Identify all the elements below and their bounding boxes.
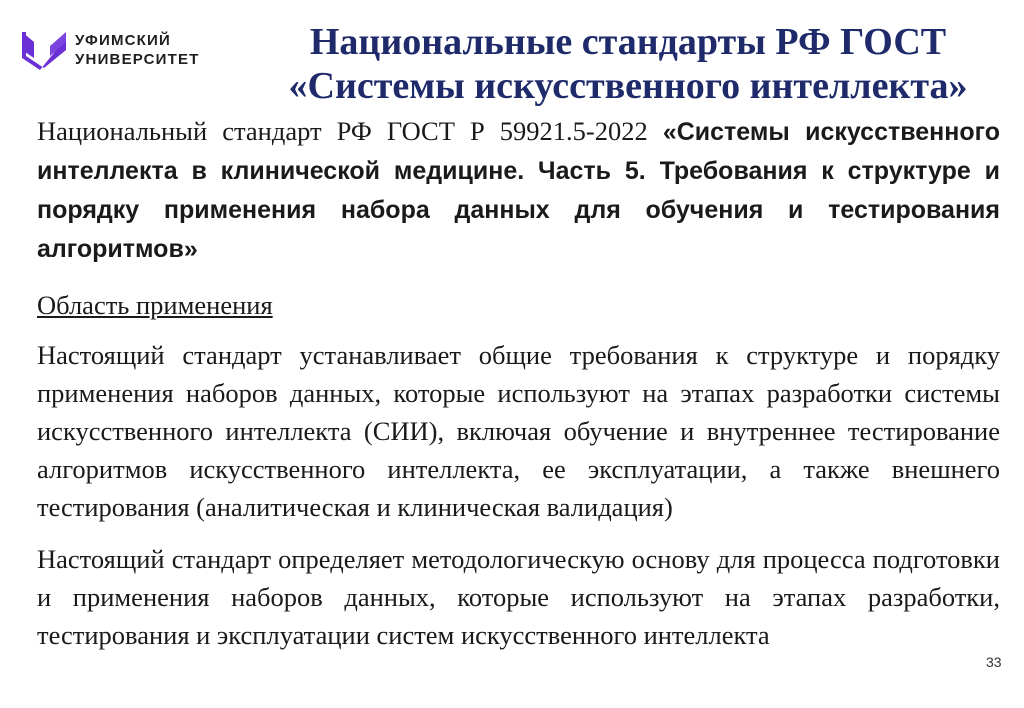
page-number: 33 [986, 654, 1002, 670]
standard-paragraph [37, 112, 1000, 268]
slide-title [248, 20, 1008, 108]
standard-name: «Системы искусственного интеллекта в клинической медицине. Часть 5. Требования к структуре и порядку применения набора данных для обучения и тестирования алгоритмов» [37, 118, 1000, 263]
scope-paragraph-1: Настоящий стандарт устанавливает общие требования к структуре и порядку применения наборов данных, которые используют на этапах разработки системы искусственного интеллекта (СИИ), включая обучение и внутреннее тестирование алгоритмов искусственного интеллекта, ее эксплуатации, а также внешнего тестирования (аналитическая и клиническая валидация) [37, 340, 1000, 522]
slide-title-line-2: «Системы искусственного интеллекта» [288, 65, 968, 107]
scope-heading: Область применения [37, 290, 273, 320]
university-logo-icon [20, 28, 68, 72]
slide-content [37, 112, 1000, 654]
logo-line-2: УНИВЕРСИТЕТ [75, 51, 200, 68]
logo-text [75, 31, 200, 69]
scope-paragraph-2: Настоящий стандарт определяет методологическую основу для процесса подготовки и применения наборов данных, которые используют на этапах разработки, тестирования и эксплуатации систем искусственного интеллекта [37, 544, 1000, 650]
standard-prefix: Национальный стандарт РФ ГОСТ Р 59921.5-2022 [37, 116, 663, 146]
logo-line-1: УФИМСКИЙ [75, 32, 171, 49]
slide-title-line-1: Национальные стандарты РФ ГОСТ [309, 21, 947, 63]
university-logo [20, 28, 240, 78]
